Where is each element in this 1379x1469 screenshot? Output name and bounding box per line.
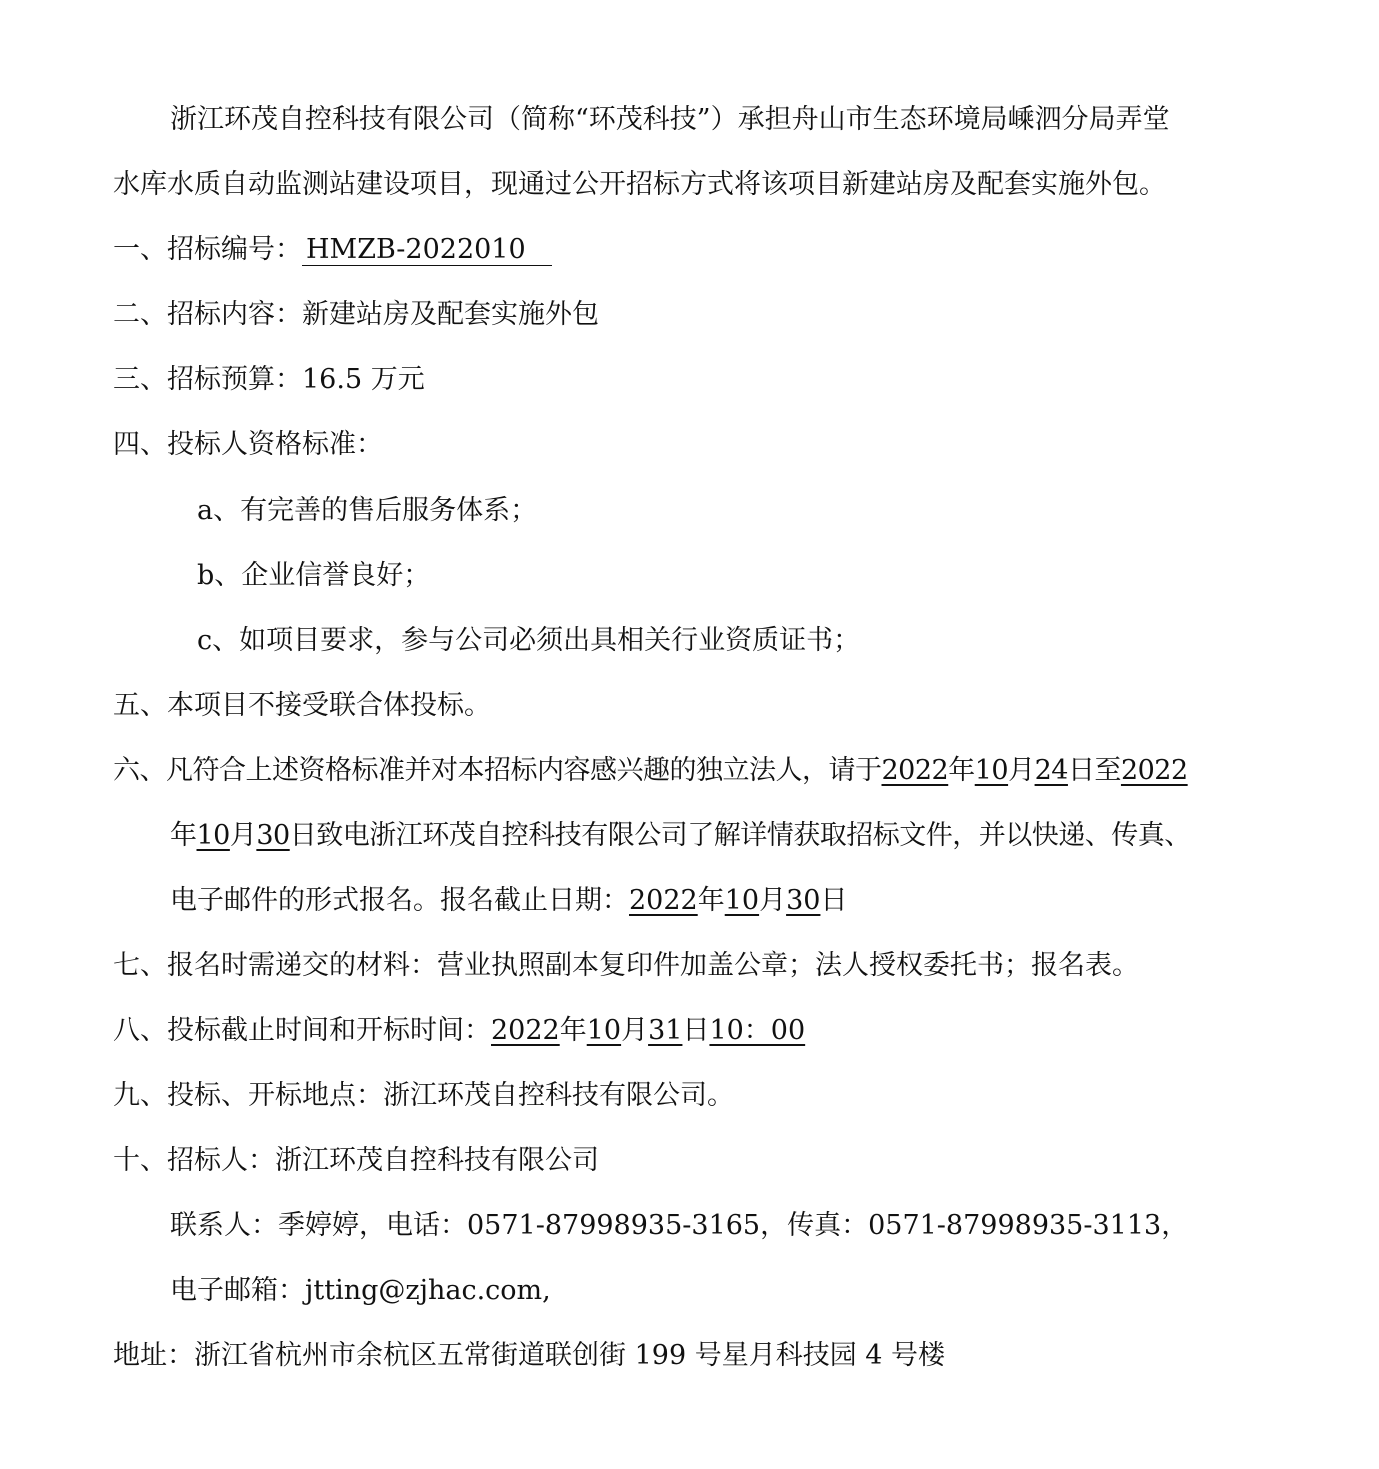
year-char-4: 年 [559, 1015, 587, 1046]
item-no-consortium: 五、本项目不接受联合体投标。 [113, 690, 491, 721]
bid-deadline-time: 10：00 [709, 1015, 806, 1046]
deadline-day: 30 [786, 885, 821, 916]
bid-deadline-day: 31 [648, 1015, 683, 1046]
day-char-3: 日 [820, 885, 848, 916]
registration-method: 电子邮件的形式报名。报名截止日期： [170, 885, 629, 916]
qualification-b: b、企业信誉良好； [197, 560, 431, 591]
bid-content-label: 二、招标内容： [113, 299, 302, 330]
item-bid-content [113, 298, 599, 332]
month-char: 月 [1008, 755, 1035, 786]
bid-number-value: HMZB-2022010 [302, 235, 552, 266]
tenderer-value: 浙江环茂自控科技有限公司 [275, 1145, 599, 1176]
qualification-a: a、有完善的售后服务体系； [197, 495, 538, 526]
item-registration-line-2 [170, 819, 1191, 853]
item-registration-line-1 [113, 754, 1188, 788]
month-char-4: 月 [621, 1015, 649, 1046]
intro-line-1: 浙江环茂自控科技有限公司（简称“环茂科技”）承担舟山市生态环境局嵊泗分局弄堂 [170, 104, 1170, 135]
day-char-4: 日 [682, 1015, 710, 1046]
month-char-2: 月 [229, 820, 257, 851]
bid-number-label: 一、招标编号： [113, 234, 302, 265]
item-tenderer [113, 1144, 599, 1178]
address: 地址：浙江省杭州市余杭区五常街道联创街 199 号星月科技园 4 号楼 [113, 1340, 946, 1371]
tenderer-label: 十、招标人： [113, 1145, 275, 1176]
qualification-c: c、如项目要求，参与公司必须出具相关行业资质证书； [197, 625, 861, 656]
start-year: 2022 [881, 755, 949, 786]
contact-info: 联系人：季婷婷，电话：0571-87998935-3165，传真：0571-87998935-3113， [170, 1210, 1189, 1241]
bid-budget-label: 三、招标预算： [113, 364, 302, 395]
item-registration-line-3 [170, 884, 847, 918]
bid-deadline-year: 2022 [491, 1015, 560, 1046]
end-year: 2022 [1120, 755, 1188, 786]
start-month: 10 [974, 755, 1009, 786]
start-day: 24 [1034, 755, 1068, 786]
year-char-3: 年 [697, 885, 725, 916]
year-char-2: 年 [170, 820, 197, 851]
item-qualification-heading: 四、投标人资格标准： [113, 429, 383, 460]
registration-detail: 日致电浙江环茂自控科技有限公司了解详情获取招标文件，并以快递、传真、 [289, 820, 1191, 851]
end-month: 10 [196, 820, 230, 851]
bid-budget-value: 16.5 万元 [302, 364, 425, 395]
intro-line-2: 水库水质自动监测站建设项目，现通过公开招标方式将该项目新建站房及配套实施外包。 [113, 169, 1166, 200]
item-required-materials: 七、报名时需递交的材料：营业执照副本复印件加盖公章；法人授权委托书；报名表。 [113, 950, 1139, 981]
item-bid-location: 九、投标、开标地点：浙江环茂自控科技有限公司。 [113, 1080, 734, 1111]
item-bid-deadline [113, 1014, 805, 1048]
bid-content-value: 新建站房及配套实施外包 [302, 299, 599, 330]
bid-deadline-month: 10 [586, 1015, 622, 1046]
deadline-month: 10 [724, 885, 760, 916]
bid-deadline-label: 八、投标截止时间和开标时间： [113, 1015, 491, 1046]
end-day: 30 [256, 820, 290, 851]
day-to-chars: 日至 [1067, 755, 1121, 786]
item-bid-budget [113, 363, 425, 397]
deadline-year: 2022 [629, 885, 698, 916]
email-info: 电子邮箱：jtting@zjhac.com, [170, 1275, 551, 1306]
year-char: 年 [948, 755, 975, 786]
registration-intro: 六、凡符合上述资格标准并对本招标内容感兴趣的独立法人，请于 [113, 755, 882, 786]
month-char-3: 月 [759, 885, 787, 916]
item-bid-number [113, 233, 552, 267]
